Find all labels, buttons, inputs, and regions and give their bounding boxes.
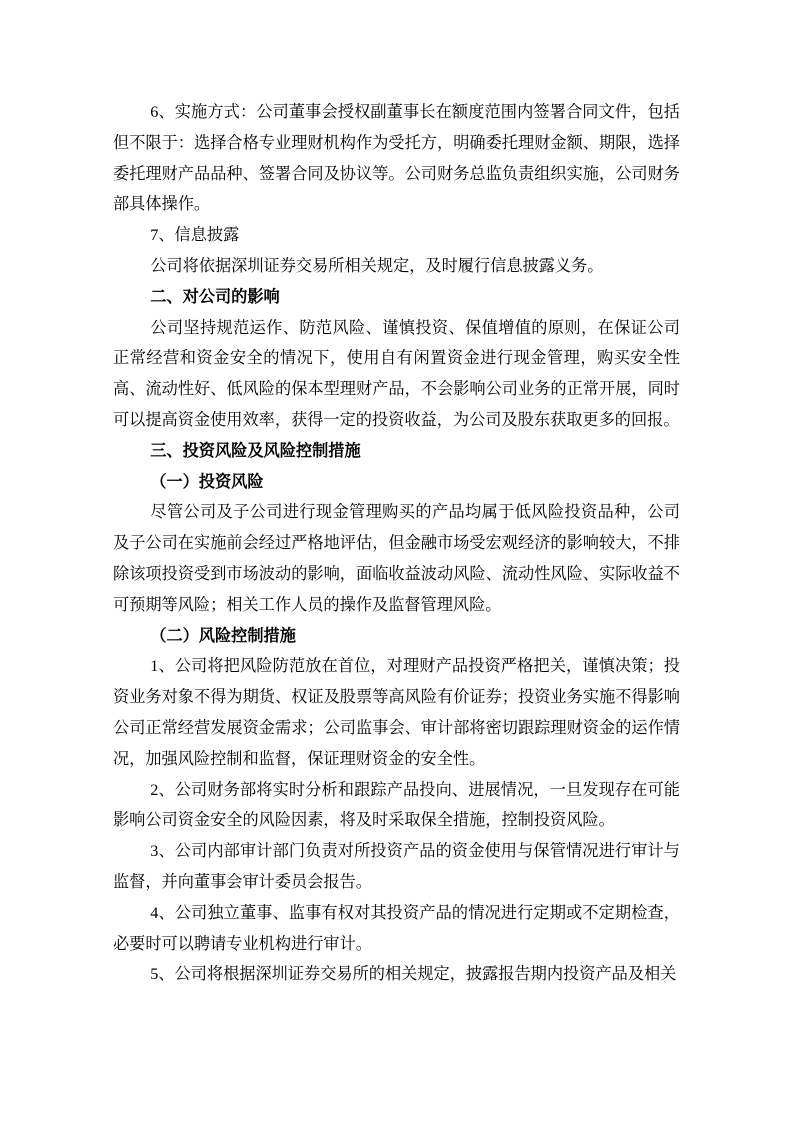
- paragraph-impact-body: 公司坚持规范运作、防范风险、谨慎投资、保值增值的原则，在保证公司正常经营和资金安全的情况下，使用自有闲置资金进行现金管理，购买安全性高、流动性好、低风险的保本型理财产品，不会影响公司业务的正常开展，同时可以提高资金使用效率，获得一定的投资收益，为公司及股东获取更多的回报。: [113, 318, 680, 429]
- heading-impact-on-company: 二、对公司的影响: [150, 287, 280, 306]
- paragraph-investment-risk-body: 尽管公司及子公司进行现金管理购买的产品均属于低风险投资品种，公司及子公司在实施前会经过严格地评估，但金融市场受宏观经济的影响较大，不排除该项投资受到市场波动的影响，面临收益波动风险、流动性风险、实际收益不可预期等风险；相关工作人员的操作及监督管理风险。: [113, 503, 680, 614]
- paragraph-info-disclosure-body: 公司将依据深圳证券交易所相关规定，及时履行信息披露义务。: [150, 256, 604, 275]
- document-body: [113, 97, 680, 990]
- heading-investment-risk-and-controls: 三、投资风险及风险控制措施: [150, 441, 361, 460]
- heading-investment-risk: （一）投资风险: [150, 472, 264, 491]
- paragraph-risk-control-4: 4、公司独立董事、监事有权对其投资产品的情况进行定期或不定期检查，必要时可以聘请专业机构进行审计。: [113, 903, 680, 953]
- heading-risk-control-measures: （二）风险控制措施: [150, 626, 296, 645]
- paragraph-risk-control-3: 3、公司内部审计部门负责对所投资产品的资金使用与保管情况进行审计与监督，并向董事会审计委员会报告。: [113, 842, 680, 891]
- paragraph-risk-control-5: 5、公司将根据深圳证券交易所的相关规定，披露报告期内投资产品及相关: [150, 965, 677, 984]
- paragraph-implementation-method: 6、实施方式：公司董事会授权副董事长在额度范围内签署合同文件，包括但不限于：选择合格专业理财机构作为受托方，明确委托理财金额、期限，选择委托理财产品品种、签署合同及协议等。公司财务总监负责组织实施，公司财务部具体操作。: [113, 103, 680, 214]
- paragraph-risk-control-2: 2、公司财务部将实时分析和跟踪产品投向、进展情况，一旦发现存在可能影响公司资金安全的风险因素，将及时采取保全措施，控制投资风险。: [113, 780, 680, 830]
- paragraph-risk-control-1: 1、公司将把风险防范放在首位，对理财产品投资严格把关，谨慎决策；投资业务对象不得为期货、权证及股票等高风险有价证券；投资业务实施不得影响公司正常经营发展资金需求；公司监事会、审计部将密切跟踪理财资金的运作情况，加强风险控制和监督，保证理财资金的安全性。: [113, 657, 680, 768]
- paragraph-info-disclosure-item: 7、信息披露: [150, 226, 240, 245]
